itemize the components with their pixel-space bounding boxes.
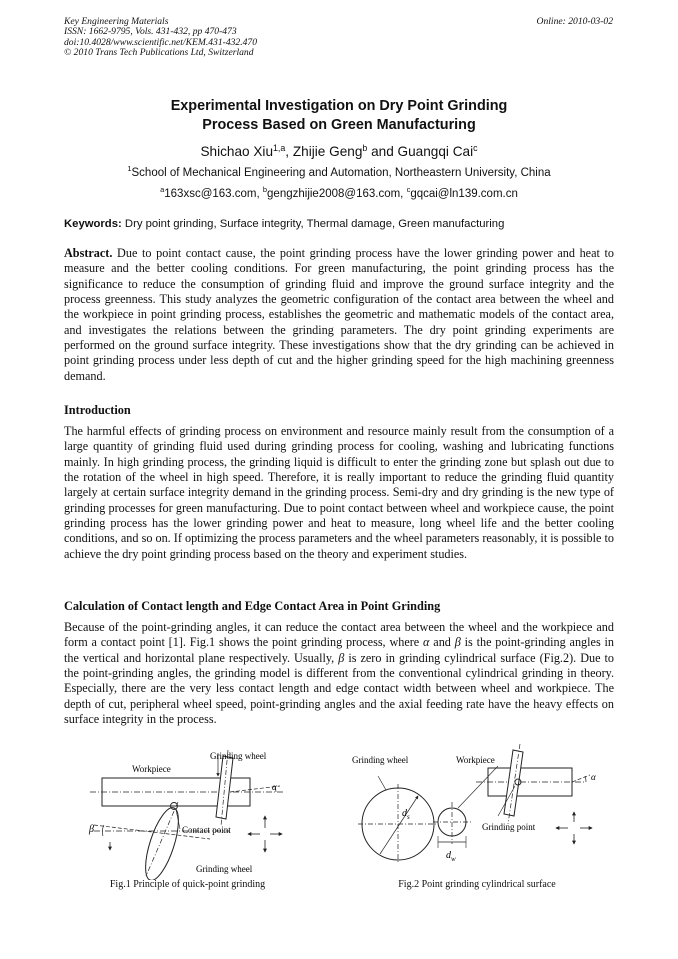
introduction-text: The harmful effects of grinding process on environment and resource mainly result from the consumption of a large quantity of grinding fluid used during grinding process for cooling, washing and lubricating functions mainly. In high grinding process, the grinding liquid is difficult to enter the grinding zone but splash out due to the rotation of the wheel in high speed. Therefore, it is really important to reduce the grinding fluid quantity largely at certain surface integrity demand in the grinding process. Semi-dry and dry grinding is the new type of grinding processes for green manufacturing. Due to point contact between wheel and workpiece cause, the point grinding process has the lower grinding power and heat to measure, long wheel life and the better cooling conditions, and so on. If optimizing the process parameters and the wheel parameters reasonably, it is possible to achieve the dry point grinding process based on the theory and experiment studies. xyxy=(64,424,614,561)
author-1-sup: 1,a xyxy=(273,143,286,153)
author-1: Shichao Xiu xyxy=(200,144,274,159)
author-2-sup: b xyxy=(362,143,368,153)
issn: ISSN: 1662-9795, Vols. 431-432, pp 470-473 xyxy=(64,26,237,38)
figure-1-caption: Fig.1 Principle of quick-point grinding xyxy=(109,879,266,890)
paper-title xyxy=(64,97,614,135)
grinding-wheel-side-shape xyxy=(504,750,523,816)
author-3: Guangqi Cai xyxy=(397,144,474,159)
beta-symbol-2: β xyxy=(338,650,345,665)
email-list xyxy=(64,187,614,201)
author-sep-1: , xyxy=(285,144,293,159)
keywords-text: Dry point grinding, Surface integrity, Thermal damage, Green manufacturing xyxy=(121,218,505,230)
alpha-symbol: α xyxy=(423,635,430,650)
email-b: gengzhijie2008@163.com, xyxy=(267,188,407,200)
affiliation-text: School of Mechanical Engineering and Automation, Northeastern University, China xyxy=(131,167,551,179)
calc-text-3: is the point-grinding angles in the vertical and horizontal plane respectively. Usually, xyxy=(64,635,614,665)
author-3-sup: c xyxy=(473,143,478,153)
label-dw xyxy=(446,850,456,863)
label-alpha-2: α xyxy=(591,772,596,782)
grinding-wheel-bottom-shape xyxy=(139,804,185,880)
affiliation xyxy=(64,166,614,180)
label-dw-sub: w xyxy=(451,855,456,863)
figure-2-caption: Fig.2 Point grinding cylindrical surface xyxy=(398,879,556,890)
label-grinding-point: Grinding point xyxy=(482,822,536,832)
grinding-wheel-leader xyxy=(378,776,386,790)
email-a-sup: a xyxy=(160,185,165,194)
label-grinding-wheel-top: Grinding wheel xyxy=(210,751,267,761)
label-workpiece-2: Workpiece xyxy=(456,755,495,765)
author-sep-2: and xyxy=(367,144,398,159)
ds-diameter-arrow xyxy=(380,796,418,854)
abstract-text: Due to point contact cause, the point grinding process have the lower grinding power and heat to measure and the better cooling conditions. For green manufacturing, the point grinding process has the significance to reduce the consumption of grinding fluid and improve the ground surface integrity and the process greenness. This study analyzes the geometric configuration of the contact area between the wheel and the workpiece in point grinding process, establishes the geometric and mathematic models of the contact area, and investigates the relations between the grinding parameters. The dry point grinding experiments are performed on the ground surface integrity. These investigations show that the dry grinding can be achieved in point grinding process under less depth of cut and the higher grinding speed for the high machining greenness demand. xyxy=(64,246,614,383)
email-a: 163xsc@163.com, xyxy=(164,188,263,200)
figure-1 xyxy=(80,748,295,880)
email-c: gqcai@ln139.com.cn xyxy=(410,188,518,200)
calc-text-4: is zero in grinding cylindrical surface (Fig.2). Due to the point-grinding angles, the grinding model is different from the conventional cylindrical grinding in theory. Especially, there are the very less contact length and edge contact width between wheel and workpiece. The depth of cut, peripheral wheel speed, point-grinding angles and the axial feeding rate have the heavy effects on surface integrity in the process. xyxy=(64,650,614,727)
journal-name: Key Engineering Materials xyxy=(64,16,169,27)
copyright: © 2010 Trans Tech Publications Ltd, Switzerland xyxy=(64,47,254,59)
label-dw-main: d xyxy=(446,850,451,861)
abstract xyxy=(64,246,614,384)
calculation-heading: Calculation of Contact length and Edge Contact Area in Point Grinding xyxy=(64,599,441,613)
alpha-line xyxy=(572,775,590,782)
title-line-2: Process Based on Green Manufacturing xyxy=(202,117,476,133)
keywords xyxy=(64,217,614,231)
figure-1-diagram xyxy=(80,748,295,880)
author-list xyxy=(64,143,614,160)
affiliation-sup: 1 xyxy=(127,164,132,173)
label-grinding-wheel: Grinding wheel xyxy=(352,755,409,765)
beta-arc xyxy=(102,825,104,836)
figure-2-diagram xyxy=(348,744,606,878)
label-contact-point: Contact point xyxy=(182,825,231,835)
figure-2 xyxy=(348,744,606,878)
label-ds-main: d xyxy=(402,808,407,819)
label-beta: β xyxy=(89,824,94,835)
calc-text-2: and xyxy=(429,635,455,650)
label-alpha: α xyxy=(272,782,277,792)
keywords-label: Keywords: xyxy=(64,218,122,230)
workpiece-leader xyxy=(458,766,498,808)
author-2: Zhijie Geng xyxy=(292,144,363,159)
title-line-1: Experimental Investigation on Dry Point Grinding xyxy=(170,98,508,114)
introduction-heading: Introduction xyxy=(64,403,131,417)
doi: doi:10.4028/www.scientific.net/KEM.431-432.470 xyxy=(64,36,258,48)
label-grinding-wheel-bottom: Grinding wheel xyxy=(196,864,253,874)
journal-header xyxy=(64,17,257,59)
calculation-text xyxy=(64,620,614,727)
email-b-sup: b xyxy=(262,185,268,194)
label-ds-sub: s xyxy=(407,813,410,821)
abstract-label: Abstract. xyxy=(64,246,113,260)
calc-text-1: Because of the point-grinding angles, it can reduce the contact area between the wheel and the workpiece and form a contact point [1]. Fig.1 shows the point grinding process, where xyxy=(64,620,614,650)
online-date: Online: 2010-03-02 xyxy=(536,16,613,27)
email-c-sup: c xyxy=(406,185,411,194)
beta-symbol: β xyxy=(454,635,461,650)
label-workpiece: Workpiece xyxy=(132,764,171,774)
